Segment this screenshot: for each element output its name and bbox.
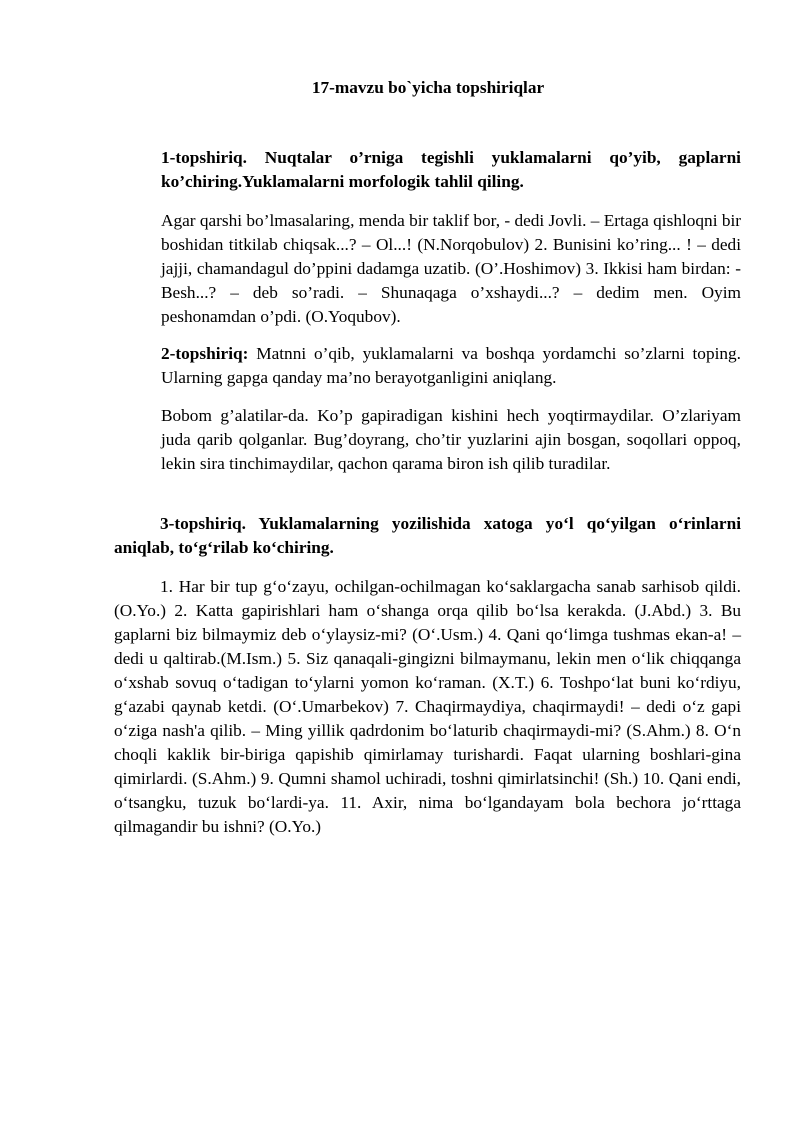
task2-instruction-paragraph bbox=[161, 342, 741, 390]
task2-instruction: Matnni o’qib, yuklamalarni va boshqa yordamchi so’zlarni toping. Ularning gapga qanday ma’no berayotganligini aniqlang. bbox=[161, 344, 741, 387]
task3-heading: 3-topshiriq. Yuklamalarning yozilishida xatoga yo‘l qo‘yilgan o‘rinlarni aniqlab, to‘g‘rilab ko‘chiring. bbox=[114, 514, 741, 557]
task3-text: 1. Har bir tup g‘o‘zayu, ochilgan-ochilmagan ko‘saklargacha sanab sarhisob qildi. (O.Yo.) 2. Katta gapirishlari ham o‘shanga orqa qilib bo‘lsa kerakda. (J.Abd.) 3. Bu gaplarni biz bilmaymiz deb o‘ylaysiz-mi? (O‘.Usm.) 4. Qani qo‘limga tushmas ekan-a! – dedi u qaltirab.(M.Ism.) 5. Siz qanaqali-gingizni bilmaymanu, lekin men o‘lik chiqqanga o‘xshab sovuq o‘tadigan to‘ylarni yomon ko‘raman. (X.T.) 6. Toshpo‘lat buni ko‘rdiyu, g‘azabi qaynab ketdi. (O‘.Umarbekov) 7. Chaqirmaydiya, chaqirmaydi! – dedi o‘z gapi o‘ziga nash'a qilib. – Ming yillik qadrdonim bo‘laturib chaqirmaydi-mi? (S.Ahm.) 8. O‘n choqli kaklik bir-biriga qapishib qimirlamay turishardi. Faqat ularning boshlari-gina qimirlardi. (S.Ahm.) 9. Qumni shamol uchiradi, toshni qimirlatsinchi! (Sh.) 10. Qani endi, o‘tsangku, tuzuk bo‘lardi-ya. 11. Axir, nima bo‘lgandayam bola bechora jo‘rttaga qilmagandir bu ishni? (O.Yo.) bbox=[114, 577, 741, 836]
task2-text: Bobom g’alatilar-da. Ko’p gapiradigan kishini hech yoqtirmaydilar. O’zlariyam juda qarib qolganlar. Bug’doyrang, cho’tir yuzlarini ajin bosgan, soqollari oppoq, lekin sira tinchimaydilar, qachon qarama biron ish qilib turadilar. bbox=[161, 406, 741, 473]
task2-label: 2-topshiriq: bbox=[161, 344, 249, 363]
document-title: 17-mavzu bo`yicha topshiriqlar bbox=[311, 78, 545, 97]
task1-text: Agar qarshi bo’lmasalaring, menda bir taklif bor, - dedi Jovli. – Ertaga qishloqni bir boshidan titkilab chiqsak...? – Ol...! (N.Norqobulov) 2. Bunisini ko’ring... ! – dedi jajji, chamandagul do’ppini dadamga uzatib. (O’.Hoshimov) 3. Ikkisi ham birdan: - Besh...? – deb so’radi. – Shunaqaga o’xshaydi...? – dedim men. Oyim peshonamdan o’pdi. (O.Yoqubov). bbox=[161, 211, 742, 326]
task1-heading: 1-topshiriq. Nuqtalar o’rniga tegishli yuklamalarni qo’yib, gaplarni ko’chiring.Yuklamalarni morfologik tahlil qiling. bbox=[161, 148, 741, 191]
